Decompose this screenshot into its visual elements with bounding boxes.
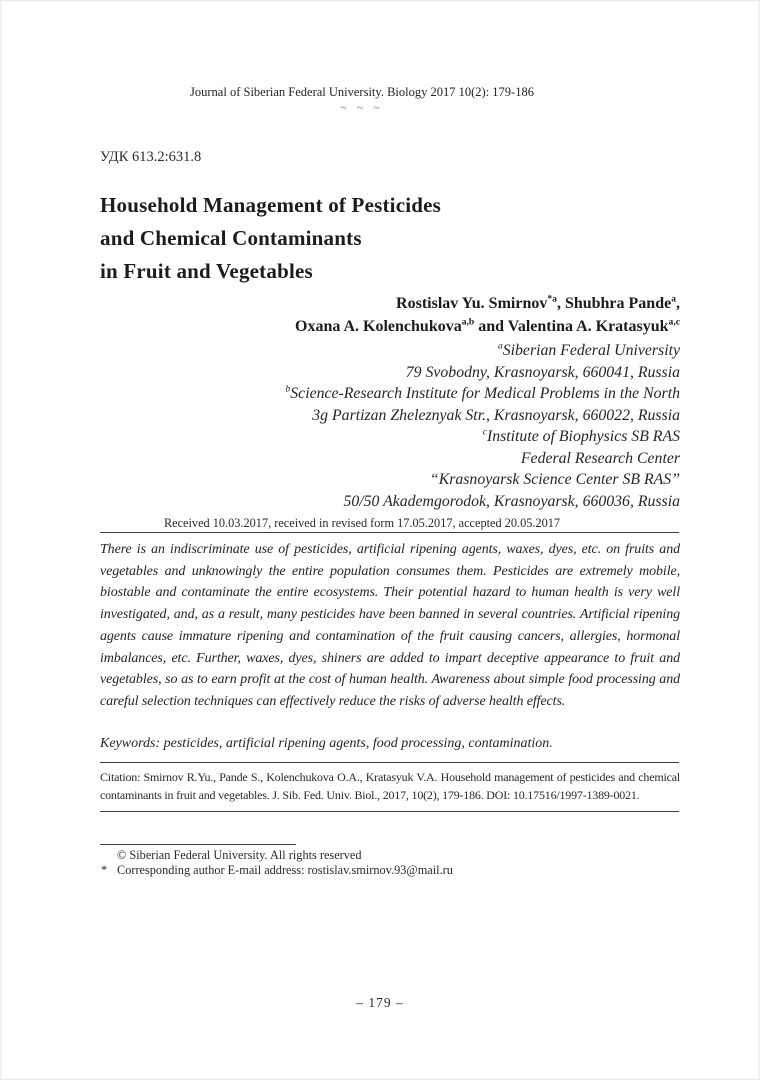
citation-text: Citation: Smirnov R.Yu., Pande S., Kolenchukova O.A., Kratasyuk V.A. Household management of pesticides and chemical contaminants in fruit and vegetables. J. Sib. Fed. Univ. Biol., 2017, 10(2), 179-186. DOI: 10.17516/1997-1389-0021. (100, 770, 680, 802)
affiliation-line: $^c$Institute of Biophysics SB RAS (482, 427, 680, 445)
authors-block (100, 293, 680, 338)
affiliation-line: “Krasnoyarsk Science Center SB RAS” (429, 471, 680, 488)
affiliation-line: 50/50 Akademgorodok, Krasnoyarsk, 660036, Russia (343, 492, 680, 510)
paper-title-line: and Chemical Contaminants (100, 226, 362, 250)
paper-title-line: Household Management of Pesticides (100, 193, 442, 217)
citation-divider-top (100, 762, 679, 763)
paper-title-line: in Fruit and Vegetables (100, 259, 313, 283)
ornament-tildes: ~ ~ ~ (340, 102, 384, 114)
affiliation-line: 79 Svobodny, Krasnoyarsk, 660041, Russia (405, 363, 680, 381)
authors-line: Rostislav Yu. Smirnov$^{*a}$, Shubhra Pande$^a$, (396, 293, 680, 312)
journal-header: Journal of Siberian Federal University. Biology 2017 10(2): 179-186 (190, 85, 534, 99)
udc-code: УДК 613.2:631.8 (100, 149, 202, 165)
affiliation-line: Federal Research Center (520, 449, 680, 467)
received-dates: Received 10.03.2017, received in revised form 17.05.2017, accepted 20.05.2017 (163, 516, 561, 530)
keywords-text: Keywords: pesticides, artificial ripening agents, food processing, contamination. (100, 736, 553, 751)
abstract-text: There is an indiscriminate use of pesticides, artificial ripening agents, waxes, dyes, etc. on fruits and vegetables and unknowingly the entire population consumes them. Pesticides are extremely mobile, biostable and contaminate the entire ecosystems. Their potential hazard to human health is very well investigated, and, as a result, many pesticides have been banned in several countries. Artificial ripening agents cause immature ripening and contamination of the fruit causing cancers, allergies, hormonal imbalances, etc. Further, waxes, dyes, shiners are added to impart deceptive appearance to fruit and vegetables, so as to earn profit at the cost of human health. Awareness about simple food processing and careful selection techniques can effectively reduce the risks of adverse health effects. (100, 542, 680, 709)
page-number: – 179 – (356, 995, 404, 1010)
copyright-note: © Siberian Federal University. All rights reserved (117, 848, 362, 862)
affiliation-line: $^b$Science-Research Institute for Medical Problems in the North (285, 384, 680, 402)
footnote-divider (100, 844, 296, 845)
affiliations-block (100, 340, 680, 512)
citation-divider-bottom (100, 811, 679, 812)
divider-under-dates (100, 532, 679, 533)
corresponding-author-note: Corresponding author E-mail address: rostislav.smirnov.93@mail.ru (117, 863, 453, 877)
authors-line: Oxana A. Kolenchukova$^{a,b}$ and Valentina A. Kratasyuk$^{a,c}$ (295, 316, 680, 335)
footnote-marker: * (101, 863, 108, 877)
affiliation-line: $^a$Siberian Federal University (498, 341, 680, 359)
affiliation-line: 3g Partizan Zheleznyak Str., Krasnoyarsk, 660022, Russia (312, 406, 680, 424)
paper-title (100, 189, 680, 288)
